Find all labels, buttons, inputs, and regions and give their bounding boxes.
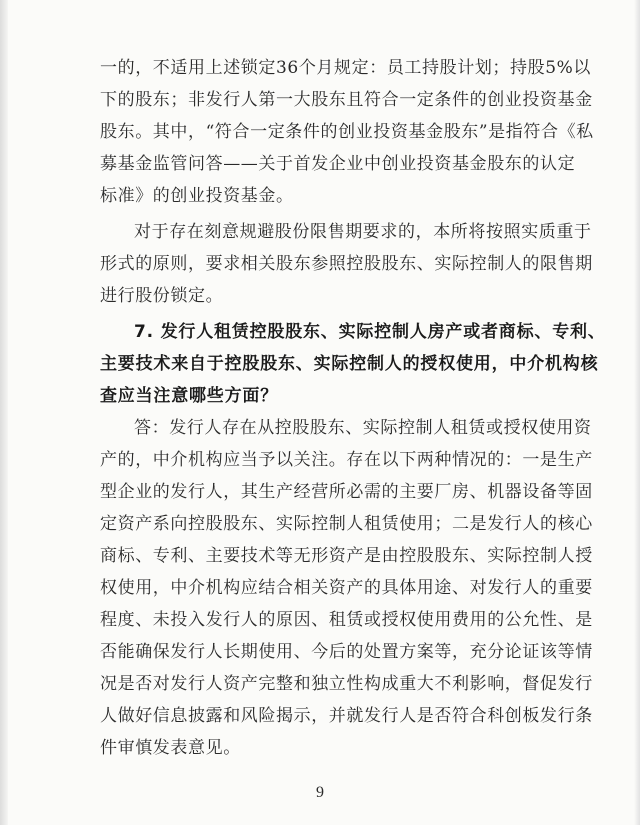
document-body [100,52,606,764]
paragraph-2-line-2: 形式的原则，要求相关股东参照控股股东、实际控制人的限售期 [100,254,593,274]
answer-line-10: 人做好信息披露和风险揭示，并就发行人是否符合科创板发行条 [100,706,593,726]
question-heading-line-3: 查应当注意哪些方面？ [100,386,278,406]
paragraph-1-line-3: 股东。其中，“符合一定条件的创业投资基金股东”是指符合《私 [100,122,594,142]
answer-line-7: 程度、未投入发行人的原因、租赁或授权使用费用的公允性、是 [100,610,593,630]
paragraph-2-line-3: 进行股份锁定。 [100,286,224,306]
paragraph-1-line-1: 一的，不适用上述锁定36个月规定：员工持股计划；持股5%以 [100,58,591,78]
answer-line-11: 件审慎发表意见。 [100,738,241,758]
answer-line-3: 型企业的发行人，其生产经营所必需的主要厂房、机器设备等固 [100,482,593,502]
page-left-edge [0,0,8,825]
question-heading-line-1: 7. 发行人租赁控股股东、实际控制人房产或者商标、专利、 [134,322,606,342]
paragraph-2-line-1: 对于存在刻意规避股份限售期要求的，本所将按照实质重于 [134,222,592,242]
answer-line-5: 商标、专利、主要技术等无形资产是由控股股东、实际控制人授 [100,546,593,566]
answer-line-6: 权使用，中介机构应结合相关资产的具体用途、对发行人的重要 [100,578,593,598]
answer-line-4: 定资产系向控股股东、实际控制人租赁使用；二是发行人的核心 [100,514,593,534]
answer-line-8: 否能确保发行人长期使用、今后的处置方案等，充分论证该等情 [100,642,593,662]
page-number: 9 [316,784,324,801]
answer-line-9: 况是否对发行人资产完整和独立性构成重大不利影响，督促发行 [100,674,593,694]
question-heading-line-2: 主要技术来自于控股股东、实际控制人的授权使用，中介机构核 [100,354,599,374]
answer-line-2: 产的，中介机构应当予以关注。存在以下两种情况的：一是生产 [100,450,593,470]
page-right-edge [634,0,640,825]
paragraph-1-line-2: 下的股东；非发行人第一大股东且符合一定条件的创业投资基金 [100,90,593,110]
paragraph-1-line-4: 募基金监管问答——关于首发企业中创业投资基金股东的认定 [100,154,576,174]
paragraph-1-line-5: 标准》的创业投资基金。 [100,186,294,206]
answer-line-1: 答：发行人存在从控股股东、实际控制人租赁或授权使用资 [134,418,592,438]
